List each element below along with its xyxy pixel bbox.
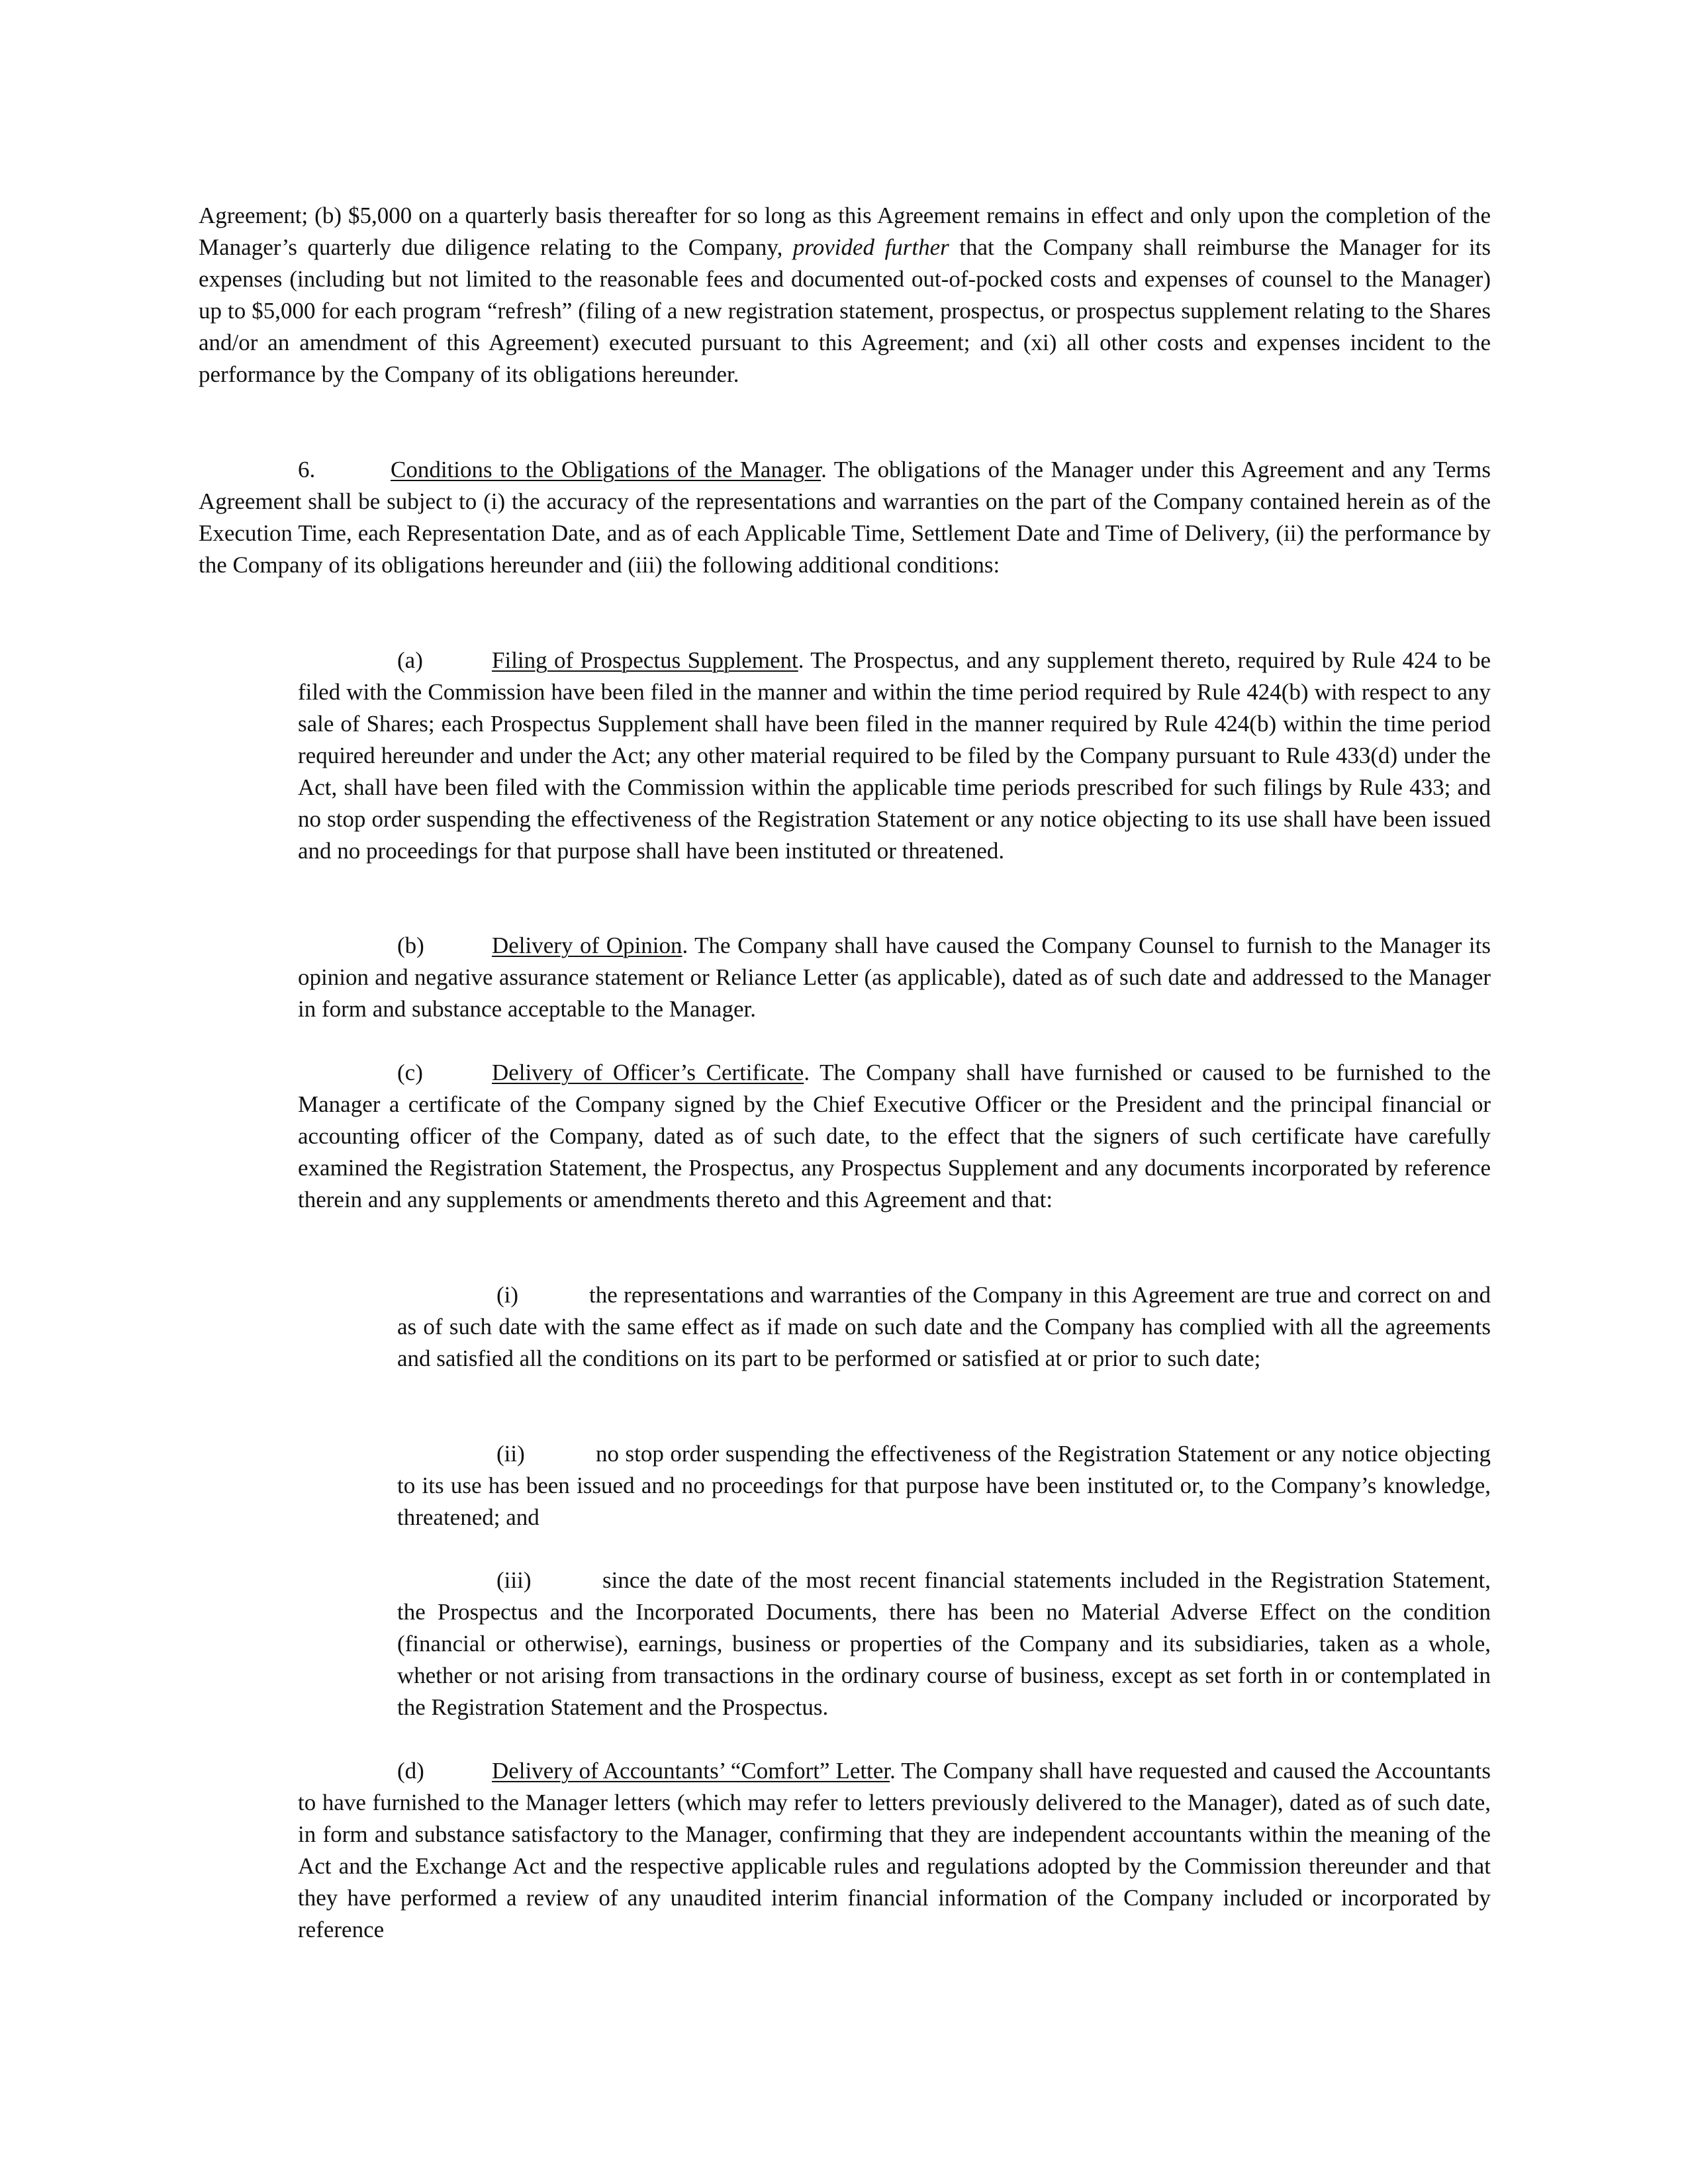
- intro-tail: that the Company shall reimburse the Manager for its expenses (including but not limited to the reasonable fees and documented out-of-pocked costs and expenses of counsel to the Manager) up to $5,000 for each program “refresh” (filing of a new registration statement, prospectus, or prospectus supplement relating to the Shares and/or an amendment of this Agreement) executed pursuant to this Agreement; and (xi) all other costs and expenses incident to the performance by the Company of its obligations hereunder.: [199, 234, 1491, 387]
- item-d-heading: Delivery of Accountants’ “Comfort” Letter: [492, 1758, 890, 1784]
- item-d: [298, 1755, 1491, 1946]
- item-c-text: . The Company shall have furnished or caused to be furnished to the Manager a certificate of the Company signed by the Chief Executive Officer or the President and the principal financial or accounting officer of the Company, dated as of such date, to the effect that the signers of such certificate have carefully examined the Registration Statement, the Prospectus, any Prospectus Supplement and any documents incorporated by reference therein and any supplements or amendments thereto and this Agreement and that:: [298, 1060, 1491, 1212]
- item-b-heading: Delivery of Opinion: [492, 933, 682, 958]
- item-c: [298, 1057, 1491, 1216]
- item-d-label: (d): [397, 1758, 424, 1784]
- section-6-text: . The obligations of the Manager under this Agreement and any Terms Agreement shall be subject to (i) the accuracy of the representations and warranties on the part of the Company contained herein as of the Execution Time, each Representation Date, and as of each Applicable Time, Settlement Date and Time of Delivery, (ii) the performance by the Company of its obligations hereunder and (iii) the following additional conditions:: [199, 457, 1491, 578]
- sub-item-ii-text: no stop order suspending the effectiveness of the Registration Statement or any notice objecting to its use has been issued and no proceedings for that purpose have been instituted or, to the Company’s knowledge, threatened; and: [397, 1441, 1491, 1530]
- item-c-heading: Delivery of Officer’s Certificate: [492, 1060, 804, 1085]
- section-6: [199, 454, 1491, 581]
- item-a-label: (a): [397, 647, 423, 673]
- item-a: [298, 645, 1491, 867]
- item-c-label: (c): [397, 1060, 423, 1085]
- sub-item-iii-label: (iii): [496, 1567, 532, 1593]
- sub-item-iii: [397, 1565, 1491, 1723]
- intro-paragraph: [199, 200, 1491, 390]
- sub-item-iii-text: since the date of the most recent financial statements included in the Registration Statement, the Prospectus and the Incorporated Documents, there has been no Material Adverse Effect on the condition (financial or otherwise), earnings, business or properties of the Company and its subsidiaries, taken as a whole, whether or not arising from transactions in the ordinary course of business, except as set forth in or contemplated in the Registration Statement and the Prospectus.: [397, 1567, 1491, 1720]
- sub-item-i-label: (i): [496, 1282, 519, 1308]
- item-b-text: . The Company shall have caused the Company Counsel to furnish to the Manager its opinion and negative assurance statement or Reliance Letter (as applicable), dated as of such date and addressed to the Manager in form and substance acceptable to the Manager.: [298, 933, 1491, 1022]
- item-a-text: . The Prospectus, and any supplement thereto, required by Rule 424 to be filed with the Commission have been filed in the manner and within the time period required by Rule 424(b) with respect to any sale of Shares; each Prospectus Supplement shall have been filed in the manner required by Rule 424(b) within the time period required hereunder and under the Act; any other material required to be filed by the Company pursuant to Rule 433(d) under the Act, shall have been filed with the Commission within the applicable time periods prescribed for such filings by Rule 433; and no stop order suspending the effectiveness of the Registration Statement or any notice objecting to its use shall have been issued and no proceedings for that purpose shall have been instituted or threatened.: [298, 647, 1491, 864]
- sub-item-ii-label: (ii): [496, 1441, 525, 1467]
- sub-item-i: [397, 1279, 1491, 1375]
- item-d-text: . The Company shall have requested and caused the Accountants to have furnished to the Manager letters (which may refer to letters previously delivered to the Manager), dated as of such date, in form and substance satisfactory to the Manager, confirming that they are independent accountants within the meaning of the Act and the Exchange Act and the respective applicable rules and regulations adopted by the Commission thereunder and that they have performed a review of any unaudited interim financial information of the Company included or incorporated by reference: [298, 1758, 1491, 1942]
- sub-item-ii: [397, 1438, 1491, 1533]
- item-b-label: (b): [397, 933, 424, 958]
- section-6-heading: Conditions to the Obligations of the Manager: [391, 457, 821, 482]
- intro-lead: Agreement; (b) $5,000 on a quarterly basis thereafter for so long as this Agreement remains in effect and only upon the completion of the Manager’s quarterly due diligence relating to the Company,: [199, 203, 1491, 260]
- item-a-heading: Filing of Prospectus Supplement: [492, 647, 798, 673]
- intro-italic: provided further: [792, 234, 949, 260]
- sub-item-i-text: the representations and warranties of the Company in this Agreement are true and correct on and as of such date with the same effect as if made on such date and the Company has complied with all the agreements and satisfied all the conditions on its part to be performed or satisfied at or prior to such date;: [397, 1282, 1491, 1371]
- item-b: [298, 930, 1491, 1025]
- section-6-number: 6.: [298, 457, 316, 482]
